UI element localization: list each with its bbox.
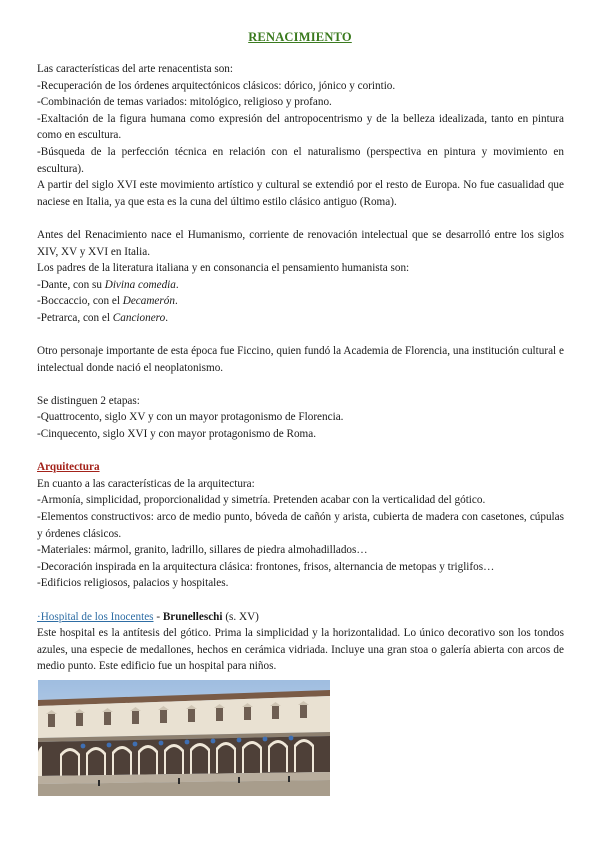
architect-name: Brunelleschi	[162, 610, 223, 623]
intro-item: -Exaltación de la figura humana como expresión del antropocentrismo y de la belleza idealizada, tanto en pintura como en escultura.	[37, 112, 564, 142]
architecture-heading: Arquitectura	[37, 461, 100, 474]
punctuation: .	[175, 278, 179, 291]
architecture-item: -Edificios religiosos, palacios y hospitales.	[37, 577, 229, 590]
work-title: Divina comedia	[104, 278, 176, 291]
architecture-item: -Materiales: mármol, granito, ladrillo, sillares de piedra almohadillados…	[37, 544, 368, 557]
stage-item: -Cinquecento, siglo XVI y con mayor protagonismo de Roma.	[37, 428, 317, 441]
intro-lead: Las características del arte renacentista son:	[37, 63, 233, 75]
stage-item: -Quattrocento, siglo XV y con un mayor protagonismo de Florencia.	[37, 411, 344, 424]
separator: -	[153, 610, 163, 623]
intro-item: -Recuperación de los órdenes arquitectónicos clásicos: dórico, jónico y corintio.	[37, 79, 396, 92]
hospital-heading	[37, 609, 564, 626]
century-label: (s. XV)	[222, 610, 259, 623]
author-item	[37, 277, 564, 294]
architecture-item: -Elementos constructivos: arco de medio punto, bóveda de cañón y arista, cubierta de madera con casetones, cúpulas y órdenes clásicos.	[37, 511, 564, 540]
work-title: Cancionero	[112, 311, 166, 324]
author-name: -Dante, con su	[37, 278, 105, 291]
author-item	[37, 293, 564, 310]
intro-item: -Combinación de temas variados: mitológico, religioso y profano.	[37, 96, 332, 109]
architecture-item: -Armonía, simplicidad, proporcionalidad y simetría. Pretenden acabar con la verticalidad del gótico.	[37, 494, 486, 507]
work-title: Decamerón	[122, 295, 175, 308]
hospital-photo	[38, 680, 330, 796]
punctuation: .	[174, 295, 178, 308]
author-name: -Boccaccio, con el	[37, 295, 123, 308]
stages-lead: Se distinguen 2 etapas:	[37, 394, 140, 407]
author-name: -Petrarca, con el	[37, 311, 113, 324]
humanism-paragraph: Antes del Renacimiento nace el Humanismo, corriente de renovación intelectual que se desarrolló entre los siglos XIV, XV y XVI en Italia.	[37, 228, 564, 258]
ficino-paragraph: Otro personaje importante de esta época fue Ficcino, quien fundó la Academia de Florencia, una institución cultural e intelectual donde nació el neoplatonismo.	[37, 345, 564, 374]
architecture-lead: En cuanto a las características de la arquitectura:	[37, 477, 255, 490]
architecture-item: -Decoración inspirada en la arquitectura clásica: frontones, frisos, alternancia de metopas y triglifos…	[37, 560, 495, 573]
intro-item: -Búsqueda de la perfección técnica en relación con el naturalismo (perspectiva en pintura y movimiento en escultura).	[37, 145, 564, 175]
document-body	[37, 61, 564, 675]
author-item	[37, 310, 564, 327]
hospital-link[interactable]: ·Hospital de los Inocentes	[37, 610, 154, 623]
intro-closing: A partir del siglo XVI este movimiento artístico y cultural se extendió por el resto de Europa. No fue casualidad que naciese en Italia, ya que esta es la cuna del último estilo clásico antiguo (Roma).	[37, 179, 564, 208]
punctuation: .	[165, 311, 169, 324]
humanism-authors-lead: Los padres de la literatura italiana y en consonancia el pensamiento humanista son:	[37, 262, 410, 275]
hospital-description: Este hospital es la antítesis del gótico. Prima la simplicidad y la horizontalidad. Lo único decorativo son los tondos azules, una especie de medallones, hechos en cerámica vidriada. Incluye una gran stoa o galería abierta con arcos de medio punto. Este edificio fue un hospital para niños.	[37, 627, 564, 673]
page-title: RENACIMIENTO	[248, 30, 352, 44]
